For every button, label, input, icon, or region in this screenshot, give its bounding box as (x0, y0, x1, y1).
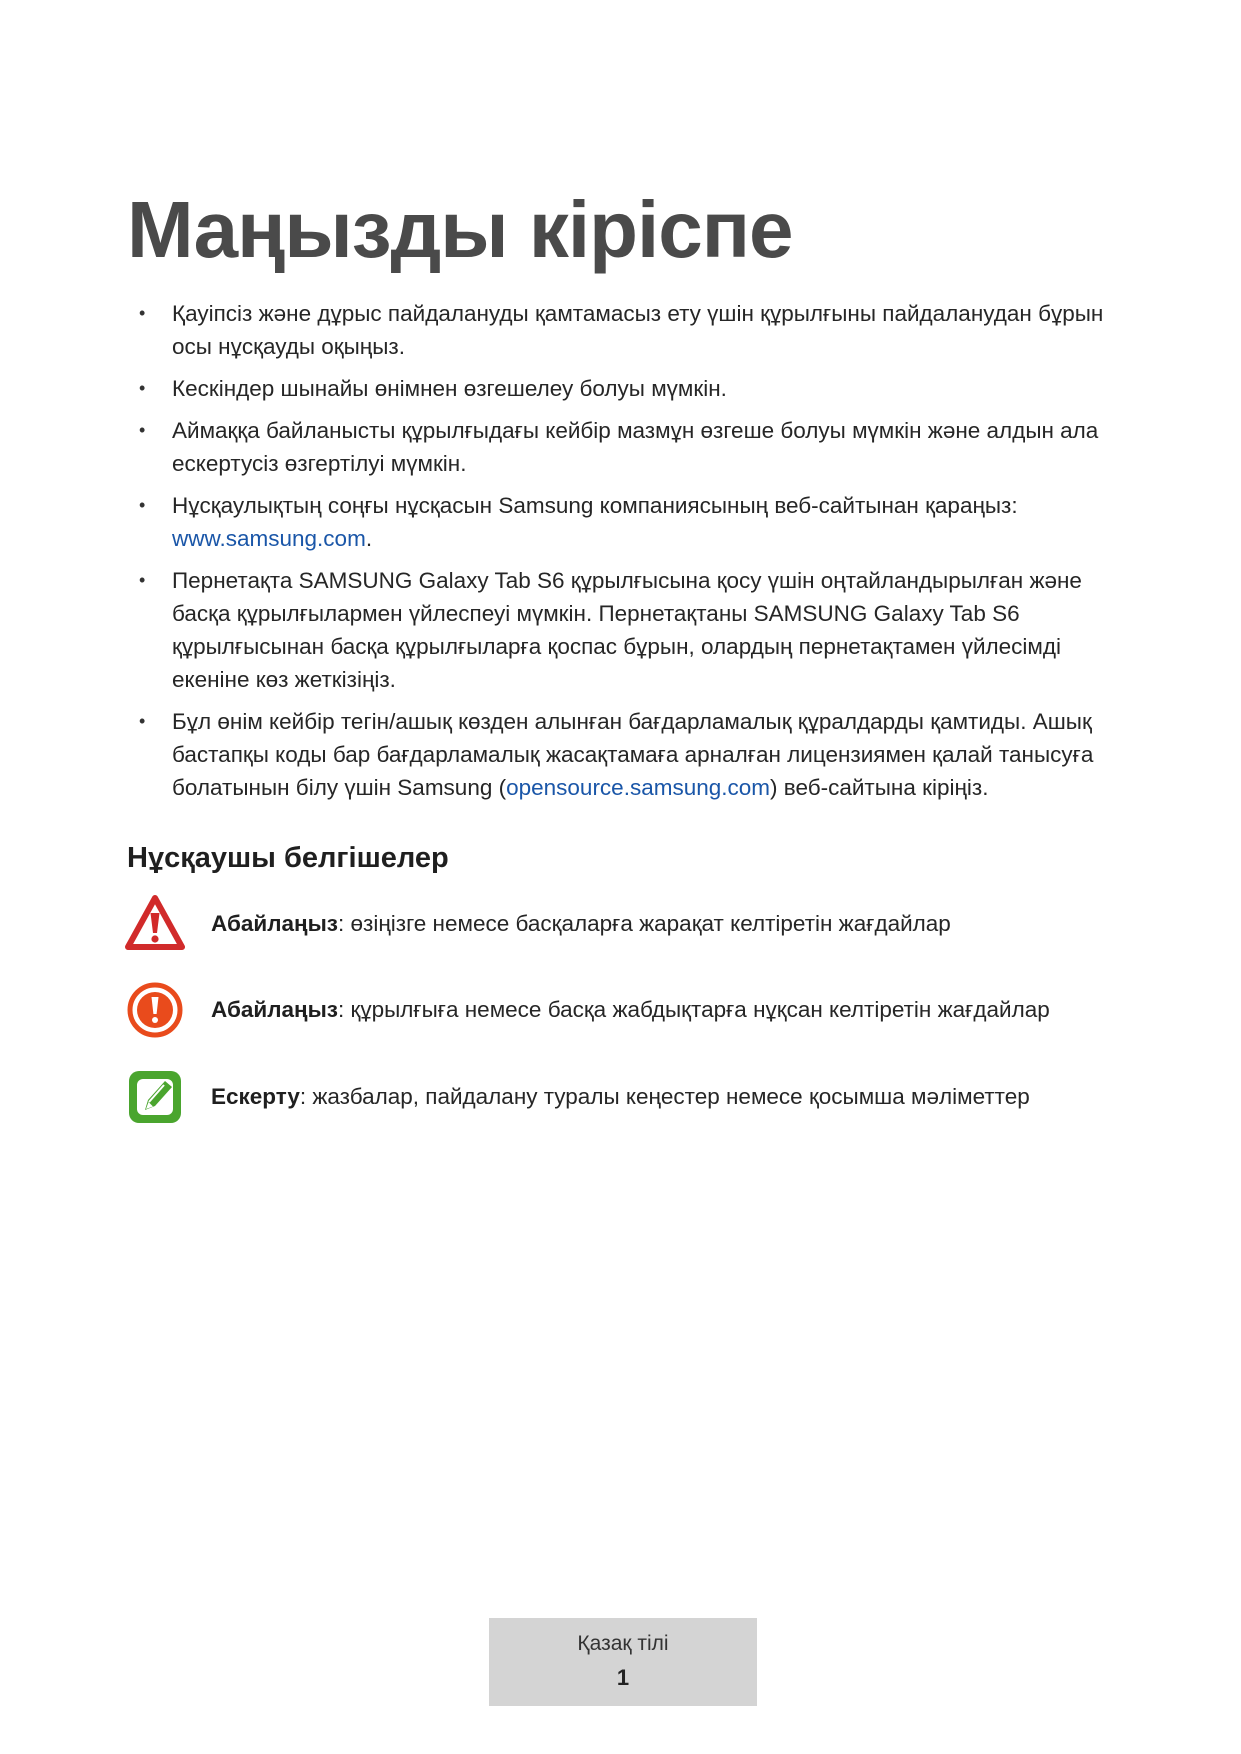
bullet-icon: • (139, 378, 146, 398)
notice-note (125, 1067, 1125, 1129)
list-item-text: Нұсқаулықтың соңғы нұсқасын Samsung компаниясының веб-сайтынан қараңыз: (172, 493, 1018, 518)
list-item-text: Бұл өнім кейбір тегін/ашық көзден алынған бағдарламалық құралдарды қамтиды. Ашық бастапқы коды бар бағдарламалық жасақтамаға арналған лицензиямен қалай танысуға болатынын білу үшін Samsung ( (172, 709, 1094, 800)
page-footer (489, 1618, 757, 1706)
list-item-text: Кескіндер шынайы өнімнен өзгешелеу болуы мүмкін. (172, 376, 727, 401)
notice-text (211, 1081, 1030, 1113)
list-item (127, 297, 1127, 363)
list-item-text: Қауіпсіз және дұрыс пайдалануды қамтамасыз ету үшін құрылғыны пайдаланудан бұрын осы нұсқауды оқыңыз. (172, 301, 1104, 359)
opensource-link[interactable]: opensource.samsung.com (506, 775, 771, 800)
footer-language: Қазақ тілі (577, 1632, 669, 1655)
notice-warning (125, 894, 1125, 956)
intro-list (127, 297, 1127, 813)
notice-description: : өзіңізге немесе басқаларға жарақат келтіретін жағдайлар (338, 911, 951, 936)
caution-circle-icon (125, 980, 185, 1040)
notice-term: Ескерту (211, 1084, 300, 1109)
notice-caution (125, 980, 1125, 1042)
notice-description: : құрылғыға немесе басқа жабдықтарға нұқсан келтіретін жағдайлар (338, 997, 1050, 1022)
bullet-icon: • (139, 711, 146, 731)
notice-description: : жазбалар, пайдалану туралы кеңестер немесе қосымша мәліметтер (299, 1084, 1030, 1109)
samsung-website-link[interactable]: www.samsung.com (172, 526, 366, 551)
page-title: Маңызды кіріспе (127, 185, 793, 274)
bullet-icon: • (139, 570, 146, 590)
page-number: 1 (616, 1665, 630, 1690)
list-item (127, 705, 1127, 804)
list-item-text-end: ) веб-сайтына кіріңіз. (770, 775, 989, 800)
list-item-text: Аймаққа байланысты құрылғыдағы кейбір мазмұн өзгеше болуы мүмкін және алдын ала ескертусіз өзгертілуі мүмкін. (172, 418, 1099, 476)
section-heading: Нұсқаушы белгішелер (127, 842, 449, 874)
list-item (127, 564, 1127, 696)
note-pencil-icon (125, 1067, 185, 1127)
list-item-text-end: . (365, 526, 373, 551)
warning-triangle-icon (125, 894, 185, 954)
list-item (127, 372, 1127, 405)
notice-text (211, 994, 1050, 1026)
list-item (127, 489, 1127, 555)
bullet-icon: • (139, 303, 146, 323)
notice-text (211, 908, 951, 940)
bullet-icon: • (139, 495, 146, 515)
list-item (127, 414, 1127, 480)
notice-term: Абайлаңыз (211, 911, 338, 936)
bullet-icon: • (139, 420, 146, 440)
notice-term: Абайлаңыз (211, 997, 338, 1022)
list-item-text: Пернетақта SAMSUNG Galaxy Tab S6 құрылғысына қосу үшін оңтайландырылған және басқа құрылғылармен үйлеспеуі мүмкін. Пернетақтаны SAMSUNG Galaxy Tab S6 құрылғысынан басқа құрылғыларға қоспас бұрын, олардың пернетақтамен үйлесімді екеніне көз жеткізіңіз. (172, 568, 1082, 692)
